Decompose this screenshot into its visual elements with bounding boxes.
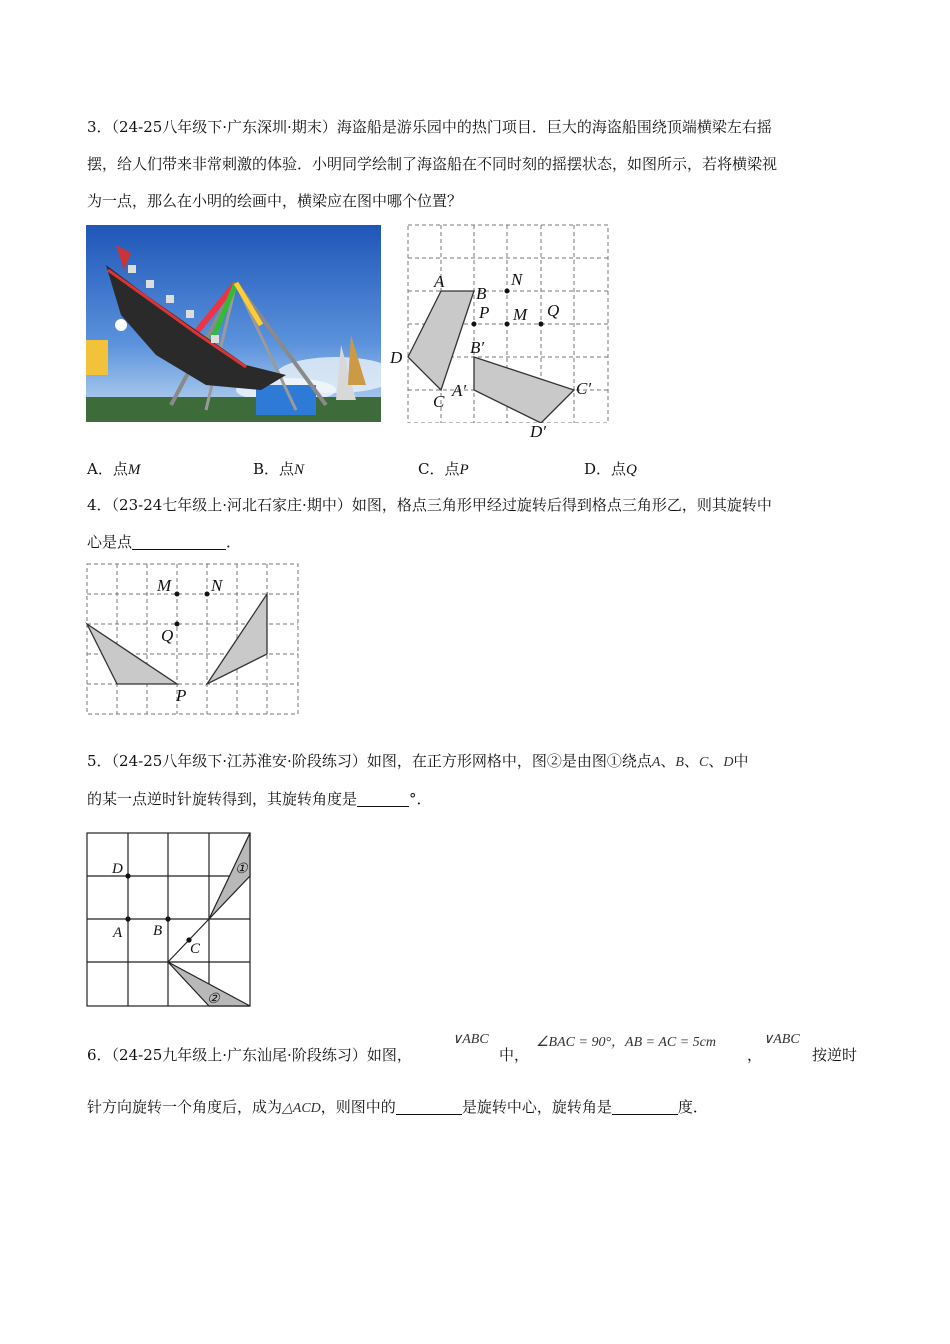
option-a[interactable]: A．点M bbox=[87, 460, 141, 478]
q3-label-n: N bbox=[511, 270, 523, 289]
q3-label-b: B bbox=[476, 284, 487, 303]
q5-number: 5． bbox=[87, 752, 112, 770]
q6-source: （24-25九年级上·广东汕尾·阶段练习） bbox=[111, 1046, 367, 1064]
q4-point-q bbox=[175, 622, 180, 627]
q4-label-n: N bbox=[211, 576, 223, 595]
q3-label-p: P bbox=[479, 303, 490, 322]
q4-answer-blank[interactable] bbox=[132, 533, 226, 550]
pirate-ship-photo bbox=[86, 225, 381, 422]
q4-number: 4． bbox=[87, 496, 112, 514]
q5-label-b: B bbox=[153, 923, 163, 939]
q4-point-m bbox=[175, 592, 180, 597]
q3-label-d-outer bbox=[388, 346, 408, 368]
svg-text:D: D bbox=[390, 348, 403, 367]
q4-point-n bbox=[205, 592, 210, 597]
q3-label-m: M bbox=[513, 305, 528, 324]
q5-line1: 5．（24-25八年级下·江苏淮安·阶段练习）如图，在正方形网格中，图②是由图①绕点A、B、C、D中 bbox=[87, 752, 749, 770]
q5-point-b bbox=[165, 916, 170, 921]
q3-line1: 3．（24-25八年级下·广东深圳·期末）海盗船是游乐园中的热门项目．巨大的海盗船围绕顶端横梁左右摇 bbox=[87, 118, 772, 136]
q5-point-d bbox=[125, 873, 130, 878]
q4-label-m: M bbox=[157, 576, 172, 595]
q6-triangle-abc-2: ∨ABC bbox=[763, 1032, 800, 1047]
q3-source: （24-25八年级下·广东深圳·期末） bbox=[111, 118, 337, 136]
q3-label-c: C bbox=[433, 392, 445, 411]
q4-line2: 心是点 ． bbox=[87, 533, 242, 551]
q3-point-q bbox=[539, 322, 544, 327]
option-b[interactable]: B．点N bbox=[253, 460, 305, 478]
q3-point-m bbox=[505, 322, 510, 327]
q3-label-b-prime: B′ bbox=[470, 338, 485, 357]
q3-label-q: Q bbox=[547, 301, 560, 320]
q5-line2: 的某一点逆时针旋转得到，其旋转角度是 °． bbox=[87, 790, 432, 808]
q5-label-circled-2: ② bbox=[207, 992, 220, 1007]
q3-point-p bbox=[472, 322, 477, 327]
q6-triangle-acd: △ACD bbox=[282, 1101, 321, 1116]
q5-label-circled-1: ① bbox=[235, 862, 248, 877]
q6-line1: 6．（24-25九年级上·广东汕尾·阶段练习）如图， bbox=[87, 1046, 412, 1064]
q3-grid-figure bbox=[406, 223, 610, 423]
q6-center-blank[interactable] bbox=[396, 1098, 462, 1115]
q3-label-c-prime: C′ bbox=[576, 379, 592, 398]
q6-angle-blank[interactable] bbox=[612, 1098, 678, 1115]
q3-point-n bbox=[505, 289, 510, 294]
option-d[interactable]: D．点Q bbox=[584, 460, 637, 478]
q4-source: （23-24七年级上·河北石家庄·期中） bbox=[111, 496, 352, 514]
q4-line1: 4．（23-24七年级上·河北石家庄·期中）如图，格点三角形甲经过旋转后得到格点三角形乙，则其旋转中 bbox=[87, 496, 772, 514]
q3-quad-abcd bbox=[408, 291, 474, 390]
q3-number: 3． bbox=[87, 118, 112, 136]
q4-grid-figure bbox=[85, 561, 301, 717]
q3-label-a-prime: A′ bbox=[452, 381, 467, 400]
q5-answer-blank[interactable] bbox=[357, 790, 409, 807]
q5-source: （24-25八年级下·江苏淮安·阶段练习） bbox=[111, 752, 367, 770]
q4-label-p: P bbox=[176, 686, 187, 705]
option-c[interactable]: C．点P bbox=[418, 460, 469, 478]
q6-line2: 针方向旋转一个角度后，成为△ACD，则图中的 是旋转中心，旋转角是 度． bbox=[87, 1098, 708, 1116]
q4-label-q: Q bbox=[161, 626, 174, 645]
q3-label-a: A bbox=[434, 272, 445, 291]
q5-grid-figure bbox=[85, 831, 253, 1009]
q6-triangle-abc-1: ∨ABC bbox=[452, 1032, 489, 1047]
q5-point-a bbox=[125, 916, 130, 921]
q5-label-a: A bbox=[113, 925, 123, 941]
q5-label-d: D bbox=[112, 861, 123, 877]
q6-number: 6． bbox=[87, 1046, 112, 1064]
q3-label-dprime-outer bbox=[528, 420, 558, 442]
svg-text:D′: D′ bbox=[530, 422, 546, 441]
q5-label-c: C bbox=[190, 941, 201, 957]
q6-condition: ∠BAC = 90°，AB = AC = 5cm bbox=[536, 1035, 716, 1050]
q3-line3: 为一点，那么在小明的绘画中，横梁应在图中哪个位置？ bbox=[87, 192, 463, 210]
q6-text-zhong: 中， bbox=[499, 1046, 530, 1064]
q3-quad-prime bbox=[474, 357, 574, 423]
q3-line2: 摆，给人们带来非常刺激的体验．小明同学绘制了海盗船在不同时刻的摇摆状态，如图所示，若将横梁视 bbox=[87, 155, 778, 173]
